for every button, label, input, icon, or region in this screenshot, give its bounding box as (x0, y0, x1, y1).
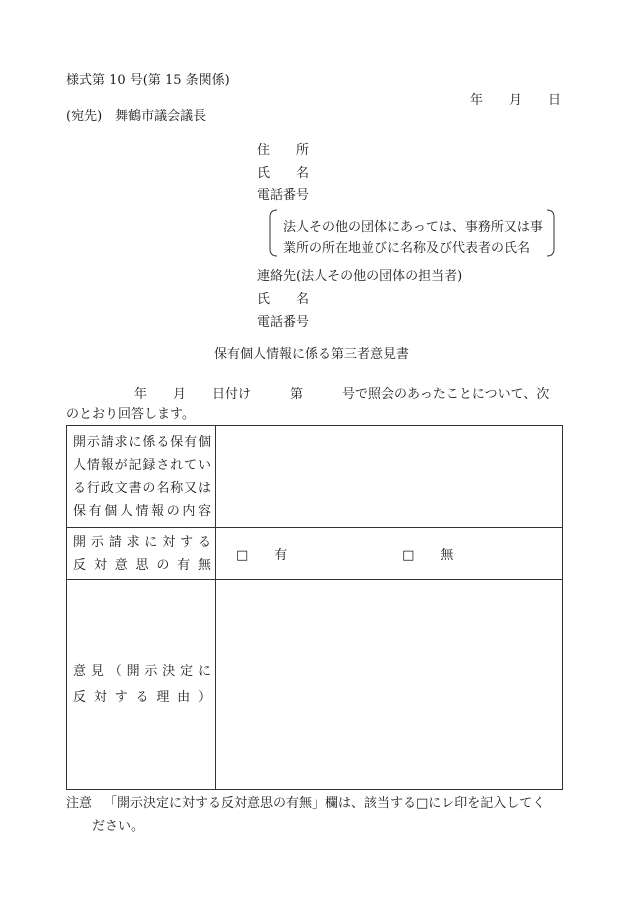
name-label: 氏 名 (257, 166, 310, 181)
corporate-note (268, 208, 556, 258)
table-row (67, 580, 563, 790)
contact-name-label: 氏 名 (257, 292, 310, 307)
opinion-field[interactable] (216, 580, 563, 790)
option-yes-checkbox[interactable]: □ 有 (236, 548, 288, 563)
corporate-note-line2: 業所の所在地並びに名称及び代表者の氏名 (283, 241, 531, 256)
contact-label: 連絡先(法人その他の団体の担当者) (257, 269, 463, 284)
note-line2: ださい。 (92, 819, 145, 834)
opinion-label: 意見（開示決定に 反対する理由） (67, 580, 216, 790)
table-row (67, 528, 563, 580)
document-name-label: 開示請求に係る保有個 人情報が記録されてい る行政文書の名称又は 保有個人情報の内容 (67, 426, 216, 528)
corporate-note-line1: 法人その他の団体にあっては、事務所又は事 (283, 220, 543, 235)
opinion-table (66, 425, 563, 790)
note-prefix: 注意 (66, 796, 93, 811)
phone-label: 電話番号 (257, 188, 310, 203)
objection-label: 開示請求に対する 反対意思の有無 (67, 528, 216, 580)
document-title: 保有個人情報に係る第三者意見書 (214, 347, 410, 362)
note-line1: 「開示決定に対する反対意思の有無」欄は、該当する□にレ印を記入してく (104, 796, 546, 811)
option-no-checkbox[interactable]: □ 無 (402, 548, 454, 563)
objection-options (216, 528, 563, 580)
address-label: 住 所 (257, 143, 310, 158)
intro-line2: のとおり回答します。 (66, 407, 195, 422)
document-name-field[interactable] (216, 426, 563, 528)
contact-phone-label: 電話番号 (257, 315, 310, 330)
date-line: 年 月 日 (470, 93, 562, 108)
table-row (67, 426, 563, 528)
intro-line1: 年 月 日付け 第 号で照会のあったことについて、次 (134, 387, 550, 402)
recipient: (宛先) 舞鶴市議会議長 (66, 109, 207, 124)
form-number: 様式第 10 号(第 15 条関係) (66, 73, 230, 88)
